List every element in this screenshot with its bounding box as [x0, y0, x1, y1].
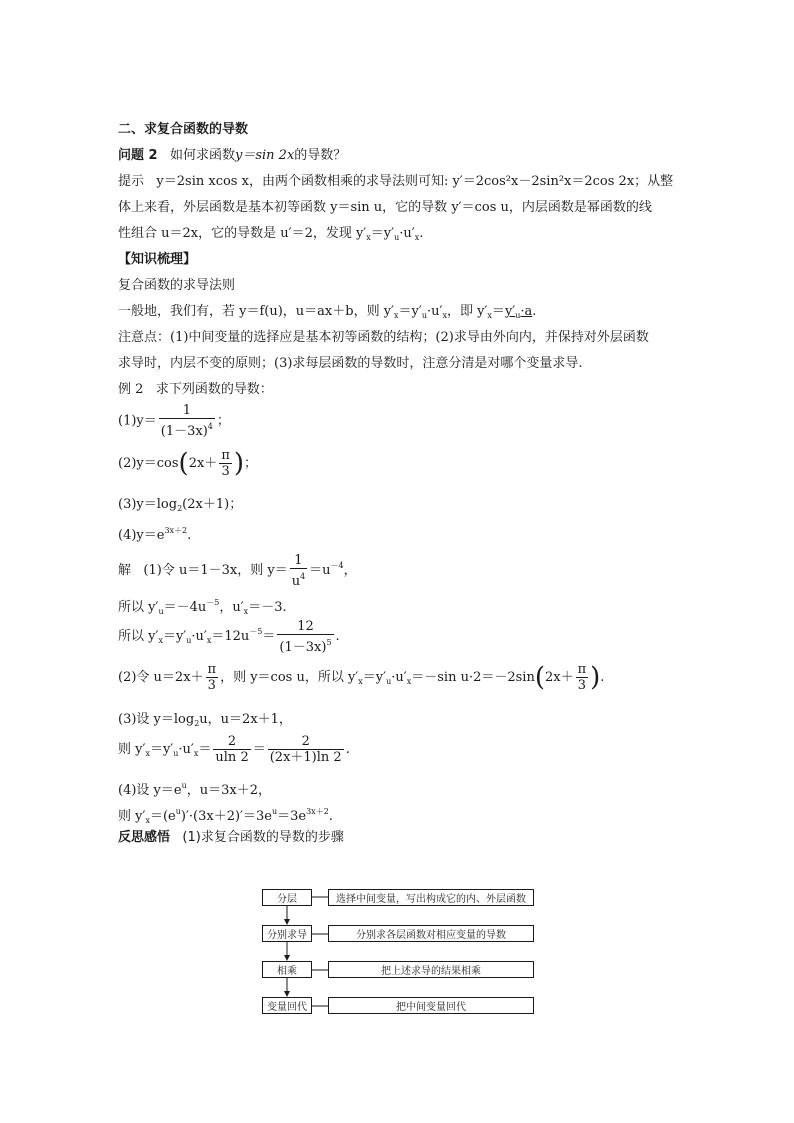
flow-step-4-desc: 把中间变量回代 [328, 997, 534, 1014]
flowchart [262, 887, 538, 1019]
q3-arg: (2x＋1)； [182, 497, 243, 512]
hint-end: . [419, 226, 424, 241]
hint-text-3a: 性组合 u＝2x，它的导数是 u′＝2，发现 y′ [118, 226, 367, 241]
rule-sub-x3: x [487, 311, 492, 320]
q2-pi-fraction: $\frac{\pi}{3}$ [221, 448, 230, 479]
knowledge-title: 复合函数的求导法则 [118, 278, 236, 293]
hint-text-1: y＝2sin xcos x，由两个函数相乘的求导法则可知: y′＝2cos²x－2sin²x＝2cos 2x；从整 [156, 174, 674, 189]
problem-func: y＝sin 2x [235, 148, 295, 163]
rule-text-d: ，即 y′ [446, 304, 488, 319]
solution-line-1 [118, 548, 357, 589]
hint-text-3c: ·u′ [399, 226, 415, 241]
q1-num: 1 [182, 403, 191, 418]
rule-line [118, 302, 536, 326]
flow-step-3-desc: 把上述求导的结果相乘 [328, 961, 534, 978]
rule-text-e: ＝ [491, 304, 505, 319]
q2-end: ； [244, 456, 258, 471]
example-text: 求下列函数的导数： [155, 382, 273, 397]
rule-sub-u: u [421, 311, 427, 320]
solution-line-2: 所以 $y'_u=-4u^{-5}$，$u'_x=-3$. [118, 598, 287, 616]
q1-end: ； [216, 413, 230, 429]
q3-pre: (3)y＝log [118, 497, 178, 512]
solution-line-7: (4)设 $y=e^u$，u＝3x＋2， [118, 781, 271, 798]
rule-text-b: ＝y′ [398, 304, 422, 319]
example-label: 例 2 [118, 382, 144, 397]
s1-a: (1)令 u＝1－3x，则 y＝ [143, 563, 288, 578]
solution-line-5: (3)设 $y=\log_2u$，u＝2x＋1， [118, 712, 292, 728]
q2-inner: 2x＋ [188, 456, 218, 471]
hint-label: 提示 [118, 174, 145, 189]
flow-step-4-label: 变量回代 [262, 997, 312, 1014]
q1-den: $(1-3x)^4$ [159, 418, 215, 439]
s6-fraction-1: $\frac{2}{uln 2}$ [215, 734, 249, 765]
solution-line-8: 则 $y'_x=(e^u)'\cdot(3x+2)'=3e^u=3e^{3x+2}$. [118, 807, 333, 825]
q1-fraction [159, 403, 215, 439]
rule-answer-sub-u: u [515, 311, 521, 320]
reflection-text: (1)求复合函数的导数的步骤 [182, 830, 344, 845]
example-q1 [118, 403, 230, 440]
q1-pre: (1)y＝ [118, 413, 157, 429]
solution-label: 解 [118, 563, 132, 578]
example-q2: (2)y＝cos(2x＋ $\frac{\pi}{3}$ )； [118, 448, 258, 479]
note-line-2: 求导时，内层不变的原则；(3)求每层函数的导数时，注意分清是对哪个变量求导. [118, 356, 583, 371]
solution-line-4: (2)令 u＝2x＋ $\frac{\pi}{3}$ ，则 y＝cos u，所以 $y'_x=y'_u\cdot u'_x=-\sin$ u·2＝－2sin(2x＋ $\frac{\pi}{3}$ ). [118, 662, 605, 693]
s6-fraction-2: $\frac{2}{(2x+1)\ln 2}$ [269, 734, 342, 765]
flow-step-3-label: 相乘 [262, 961, 312, 978]
rule-answer-y: y′ [504, 304, 516, 319]
reflection-line [118, 828, 344, 848]
rule-answer [505, 304, 532, 319]
rule-sub-x: x [394, 311, 399, 320]
hint-line-2: 体上来看，外层函数是基本初等函数 y＝sin u，它的导数 y′＝cos u，内层函数是幂函数的线 [118, 200, 652, 215]
problem-text-post: 的导数？ [294, 148, 347, 163]
flow-step-2-desc: 分别求各层函数对相应变量的导数 [328, 925, 534, 942]
solution-line-6: 则 $y'_x=y'_u\cdot u'_x=$ $\frac{2}{uln 2}$ ＝ $\frac{2}{(2x+1)\ln 2}$ . [118, 734, 350, 765]
s1-fraction: $\frac{1}{u^4}$ [291, 552, 306, 589]
hint-line-3 [118, 224, 423, 248]
problem-label: 问题 2 [118, 148, 158, 163]
hint-sub-x2: x [414, 233, 420, 242]
s1-b-exp: －4 [330, 561, 344, 570]
example-q4 [118, 521, 191, 546]
solution-line-3: 所以 $y'_x=y'_u\cdot u'_x=12u^{-5}=$ $\frac{12}{(1-3x)^5}$ . [118, 618, 340, 655]
rule-text-c: ·u′ [426, 304, 443, 319]
section-title: 二、求复合函数的导数 [118, 122, 249, 137]
q4-exp: 3x＋2 [164, 526, 188, 535]
reflection-label: 反思感悟 [118, 830, 171, 845]
hint-sub-x: x [366, 233, 371, 242]
hint-line-1 [118, 172, 673, 192]
hint-text-3b: ＝y′ [370, 226, 395, 241]
example-line [118, 380, 273, 400]
s1-b: ＝u [309, 563, 331, 578]
example-q3 [118, 495, 242, 519]
rule-text-a: 一般地，我们有，若 y＝f(u)，u＝ax＋b，则 y′ [118, 304, 395, 319]
q3-base: 2 [177, 504, 183, 513]
knowledge-header: 【知识梳理】 [118, 252, 197, 267]
note-line-1: 注意点：(1)中间变量的选择应是基本初等函数的结构；(2)求导由外向内，并保持对外层函数 [118, 330, 649, 345]
rule-sub-x2: x [442, 311, 447, 320]
problem-text-pre: 如何求函数 [169, 148, 235, 163]
q4-pre: (4)y＝e [118, 528, 165, 543]
flow-step-1-desc: 选择中间变量，写出构成它的内、外层函数 [328, 889, 534, 906]
s3-fraction: $\frac{12}{(1-3x)^5}$ [279, 618, 332, 655]
rule-answer-a: ·a [520, 304, 533, 319]
q4-end: . [187, 528, 192, 543]
rule-end: . [532, 304, 537, 319]
hint-sub-u: u [394, 233, 400, 242]
flow-step-2-label: 分别求导 [262, 925, 312, 942]
s1-end: ， [343, 563, 357, 578]
flow-step-1-label: 分层 [262, 889, 312, 906]
problem-line [118, 146, 346, 166]
q2-pre: (2)y＝cos [118, 456, 179, 471]
